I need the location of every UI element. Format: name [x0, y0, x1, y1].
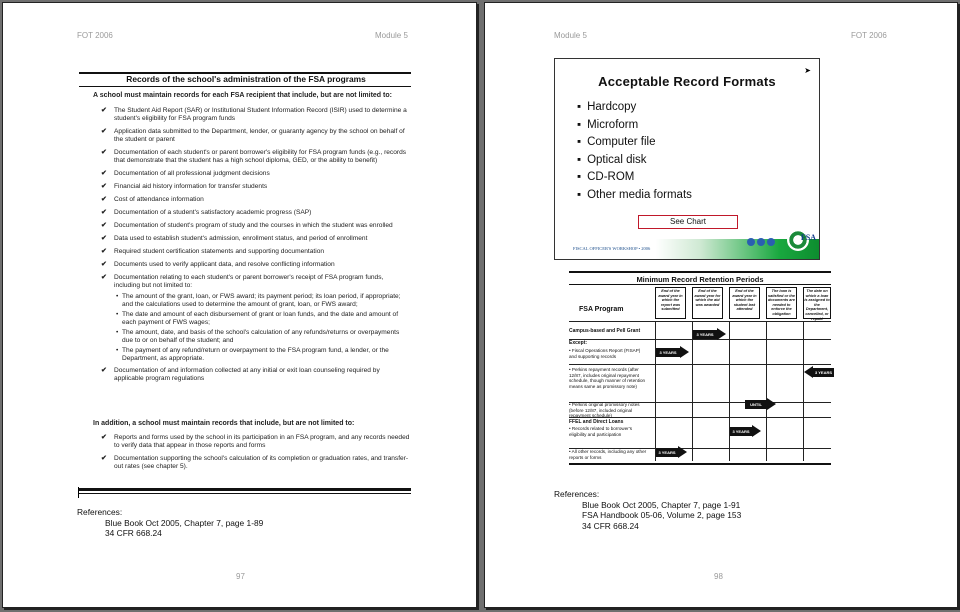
checklist-item: ✔ The Student Aid Report (SAR) or Institutional Student Information Record (ISIR) used to determine a student's eligibility for FSA program funds	[101, 107, 407, 122]
grid-line	[692, 321, 693, 461]
section-bottom-rule-thin	[79, 493, 411, 494]
checklist-item: ✔ Financial aid history information for transfer students	[101, 183, 268, 190]
grid-line	[569, 321, 831, 322]
see-chart-button[interactable]: See Chart	[638, 215, 738, 229]
row-label: • Fiscal Operations Report (FISAP) and supporting records	[569, 348, 641, 359]
retention-arrow: UNTIL	[745, 400, 779, 409]
section-title-underline	[79, 86, 411, 87]
column-header: The date on which a loan is assigned to the Department, cancelled, or repaid	[804, 289, 830, 321]
pointer-icon: ➤	[804, 66, 811, 75]
section-title: Records of the school's administration of the FSA programs	[126, 74, 366, 84]
slide-bullet-list	[577, 99, 692, 204]
reference-item: Blue Book Oct 2005, Chapter 7, page 1-89	[105, 517, 264, 528]
page-number: 97	[236, 572, 245, 581]
grid-line	[569, 339, 831, 340]
grid-line	[803, 321, 804, 461]
checklist-item: ✔ Reports and forms used by the school in its participation in an FSA program, and any records needed to verify data that appear in those reports and forms	[101, 434, 410, 449]
header-left: FOT 2006	[77, 31, 113, 40]
retention-arrow: 3 YEARS	[656, 448, 690, 457]
additional-checklist	[101, 434, 411, 476]
fsa-logo-text: FSA	[800, 233, 816, 242]
slide-title: Acceptable Record Formats	[598, 74, 776, 89]
chart-bottom-rule	[569, 463, 831, 465]
reference-item: 34 CFR 668.24	[582, 520, 639, 531]
grid-line	[655, 321, 656, 461]
row-label: • Perkins original promissory notes (before 12/87, included original repayment schedule)	[569, 402, 640, 418]
intro-text: A school must maintain records for each FSA recipient that include, but are not limited to:	[93, 92, 392, 99]
checklist-item: ✔ Cost of attendance information	[101, 196, 204, 203]
document-page-left	[2, 2, 477, 608]
text-cursor	[78, 487, 79, 498]
row-label: Campus-based and Pell Grant	[569, 328, 641, 334]
retention-arrow: 3 YEARS	[693, 330, 727, 339]
header-right: Module 5	[375, 31, 408, 40]
slide-footer-text: FISCAL OFFICER'S WORKSHOP • 2006	[573, 246, 651, 251]
section-bottom-rule	[79, 488, 411, 491]
program-column-label: FSA Program	[579, 306, 624, 313]
retention-arrow: 3 YEARS	[804, 368, 830, 377]
checklist-item: ✔ Required student certification statements and supporting documentation	[101, 248, 325, 255]
reference-item: FSA Handbook 05-06, Volume 2, page 153	[582, 510, 742, 520]
row-label: • Records related to borrower's eligibility and participation	[569, 426, 633, 437]
grid-line	[766, 321, 767, 461]
slide-bullet: ▪ Computer file	[577, 136, 656, 148]
header-right: FOT 2006	[851, 31, 887, 40]
checklist-item: ✔ Documentation supporting the school's calculation of its completion or graduation rates, and transfer-out rates (see chapter 5).	[101, 455, 409, 470]
checklist-item: ✔ Application data submitted to the Department, lender, or guaranty agency by the school on behalf of the student or parent	[101, 128, 405, 143]
checklist-item: ✔ Documentation of a student's satisfactory academic progress (SAP)	[101, 209, 312, 216]
chart-title: Minimum Record Retention Periods	[636, 275, 764, 284]
references-label: References:	[554, 489, 600, 499]
records-checklist	[101, 107, 411, 388]
checklist-item: ✔ Documentation of and information collected at any initial or exit loan counseling required by applicable program regulations	[101, 367, 380, 382]
checklist-item: ✔ Documentation of all professional judgment decisions	[101, 170, 270, 177]
checklist-item: ✔ Documentation relating to each student's or parent borrower's receipt of FSA program funds, including but not limited to:	[101, 274, 384, 289]
checklist-item: ✔ Documents used to verify applicant data, and resolve conflicting information	[101, 261, 335, 268]
slide-bullet: ▪ Hardcopy	[577, 101, 637, 113]
grid-line	[729, 321, 730, 461]
slide-bullet: ▪ Other media formats	[577, 188, 692, 201]
sub-bullet: • The payment of any refund/return or overpayment to the FSA program fund, a lender, or the Department, as appropriate.	[116, 347, 389, 362]
retention-arrow: 3 YEARS	[730, 427, 764, 436]
references	[77, 507, 263, 539]
agency-seals-icon	[745, 233, 775, 251]
retention-chart	[569, 271, 831, 471]
grid-line	[569, 364, 831, 365]
retention-arrow: 3 YEARS	[656, 348, 690, 357]
chart-title-rule	[569, 284, 831, 285]
reference-item: Blue Book Oct 2005, Chapter 7, page 1-91	[582, 499, 741, 510]
slide-footer	[555, 233, 819, 259]
row-label: • Perkins repayment records (after 12/87, includes original repayment schedule, though manner of retention means same as promissory note)	[569, 367, 646, 389]
chart-top-rule	[569, 271, 831, 273]
sub-bullet: • The date and amount of each disbursement of grant or loan funds, and the date and amount of each payment of FWS wages;	[116, 311, 399, 326]
reference-item: 34 CFR 668.24	[105, 528, 162, 538]
references-label: References:	[77, 507, 123, 517]
checklist-item: ✔ Data used to establish student's admission, enrollment status, and period of enrollment	[101, 235, 368, 242]
references	[554, 489, 741, 531]
slide-bullet: ▪ CD-ROM	[577, 171, 635, 183]
slide-bullet: ▪ Microform	[577, 118, 639, 131]
intro-text-2: In addition, a school must maintain records that include, but are not limited to:	[93, 420, 355, 427]
row-label: Except:	[569, 340, 588, 346]
column-header: End of the award year for which the aid was awarded	[692, 287, 723, 319]
slide-bullet: ▪ Optical disk	[577, 153, 647, 166]
row-label: • All other records, including any other reports or forms	[569, 449, 647, 460]
embedded-slide	[554, 58, 820, 260]
column-header: End of the award year in which the student last attended	[729, 287, 760, 319]
column-header: The loan is satisfied or the documents are needed to enforce the obligation	[766, 287, 797, 319]
row-label: FFEL and Direct Loans	[569, 419, 624, 425]
page-number: 98	[714, 572, 723, 581]
sub-bullet: • The amount, date, and basis of the school's calculation of any refunds/returns or overpayments due to or on behalf of the student; and	[116, 329, 400, 344]
sub-bullet: • The amount of the grant, loan, or FWS award; its payment period; its loan period, if appropriate; and the calculations used to determine the amount of grant, loan, or FWS award;	[116, 293, 401, 308]
document-page-right	[484, 2, 958, 608]
checklist-item: ✔ Documentation of student's program of study and the courses in which the student was enrolled	[101, 222, 393, 229]
column-header: End of the award year in which the report was submitted	[655, 287, 686, 319]
checklist-item: ✔ Documentation of each student's or parent borrower's eligibility for FSA program funds (e.g., records that demonstrate that the student has a high school diploma, GED, or the ability to benefit)	[101, 149, 407, 164]
header-left: Module 5	[554, 31, 587, 40]
